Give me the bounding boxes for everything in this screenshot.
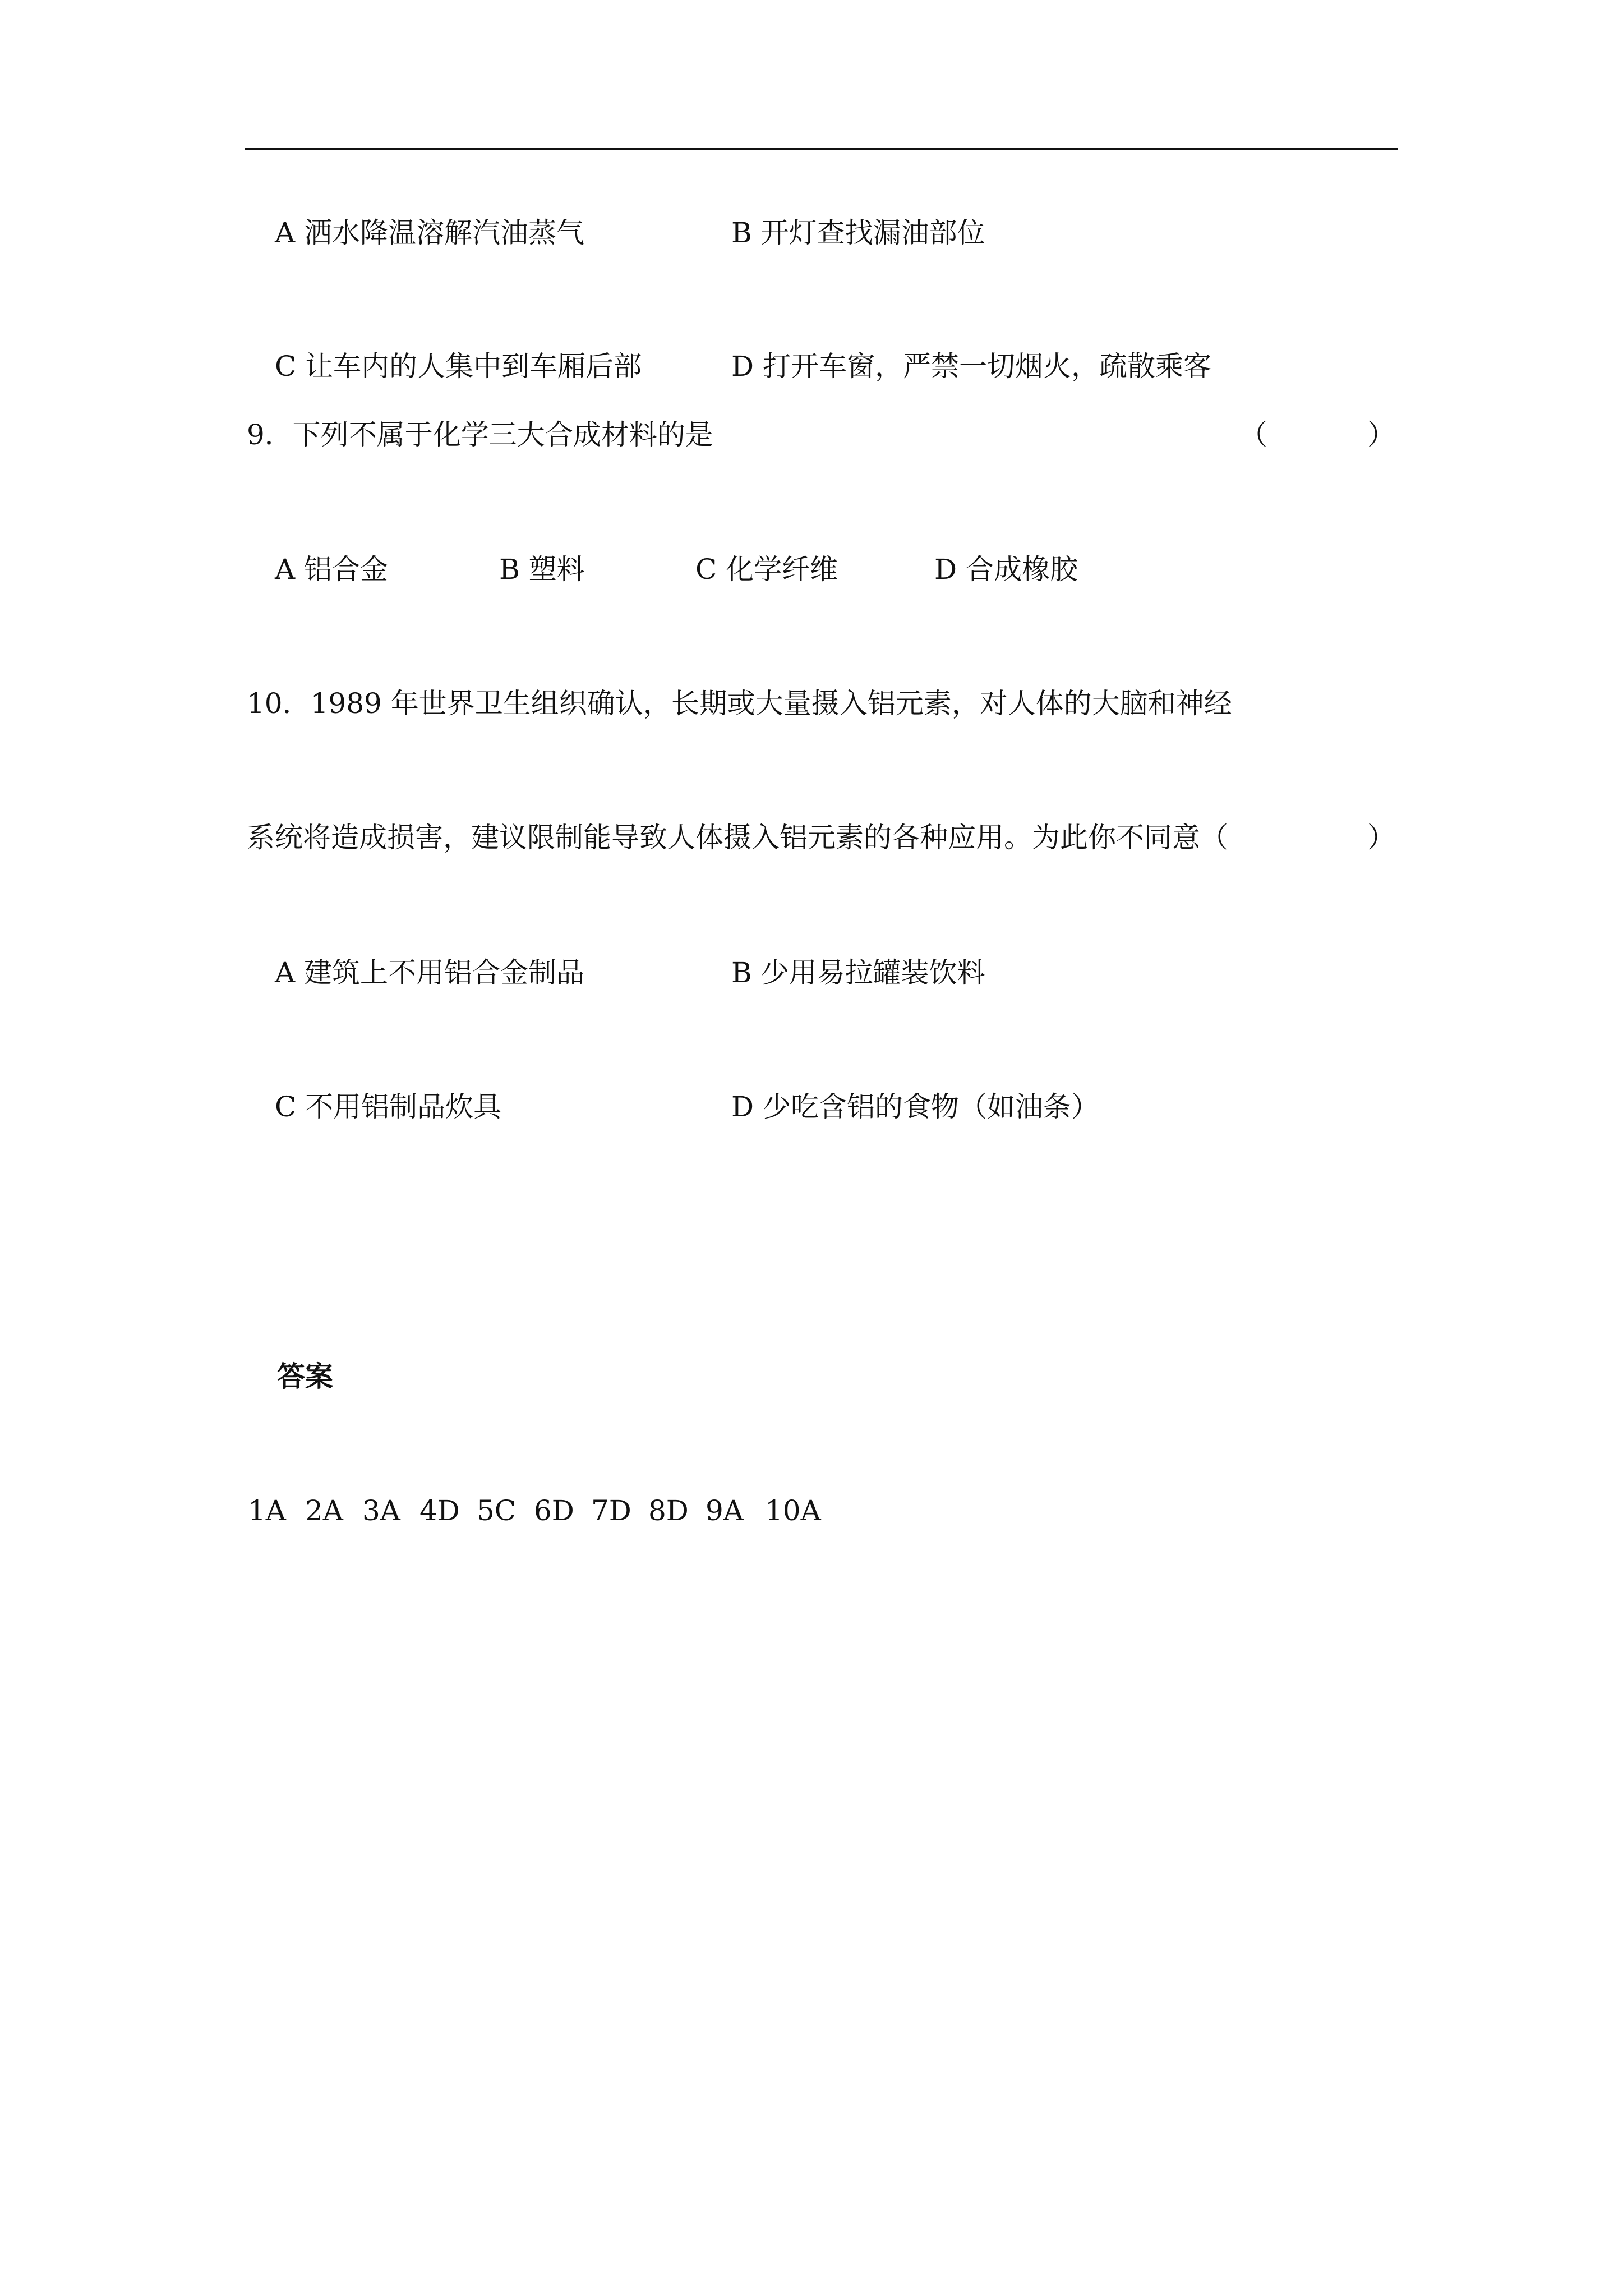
answer-item: 7D <box>591 1494 631 1527</box>
header-rule <box>245 148 1398 150</box>
answer-item: 1A <box>248 1494 286 1527</box>
answers-heading: 答案 <box>277 1360 333 1393</box>
answer-item: 2A <box>305 1494 343 1527</box>
q8-option-a: A 洒水降温溶解汽油蒸气 <box>275 217 585 249</box>
answer-item: 8D <box>648 1494 689 1527</box>
q9-answer-paren-open: （ <box>1239 418 1267 451</box>
q9-option-a: A 铝合金 <box>275 553 389 586</box>
answer-item: 10A <box>765 1494 821 1527</box>
q10-question-line1: 10．1989 年世界卫生组织确认，长期或大量摄入铝元素，对人体的大脑和神经 <box>247 687 1232 720</box>
q9-option-b: B 塑料 <box>499 553 585 586</box>
q10-option-d: D 少吃含铝的食物（如油条） <box>731 1091 1099 1123</box>
q9-question: 9．下列不属于化学三大合成材料的是 <box>247 418 713 451</box>
q8-option-d: D 打开车窗，严禁一切烟火，疏散乘客 <box>731 350 1211 383</box>
q8-option-c: C 让车内的人集中到车厢后部 <box>275 350 642 383</box>
q9-option-d: D 合成橡胶 <box>934 553 1078 586</box>
q10-answer-paren-close: ） <box>1367 821 1395 854</box>
q8-option-b: B 开灯查找漏油部位 <box>731 217 985 249</box>
q10-option-b: B 少用易拉罐装饮料 <box>731 956 985 989</box>
answer-item: 5C <box>477 1494 517 1527</box>
q9-answer-paren-close: ） <box>1367 418 1395 451</box>
q10-question-line2: 系统将造成损害，建议限制能导致人体摄入铝元素的各种应用。为此你不同意（ <box>247 821 1228 854</box>
q9-option-c: C 化学纤维 <box>695 553 838 586</box>
q10-option-a: A 建筑上不用铝合金制品 <box>275 956 585 989</box>
answer-item: 9A <box>706 1494 744 1527</box>
q10-option-c: C 不用铝制品炊具 <box>275 1091 502 1123</box>
answer-item: 3A <box>362 1494 400 1527</box>
answer-item: 6D <box>534 1494 574 1527</box>
answer-item: 4D <box>419 1494 460 1527</box>
